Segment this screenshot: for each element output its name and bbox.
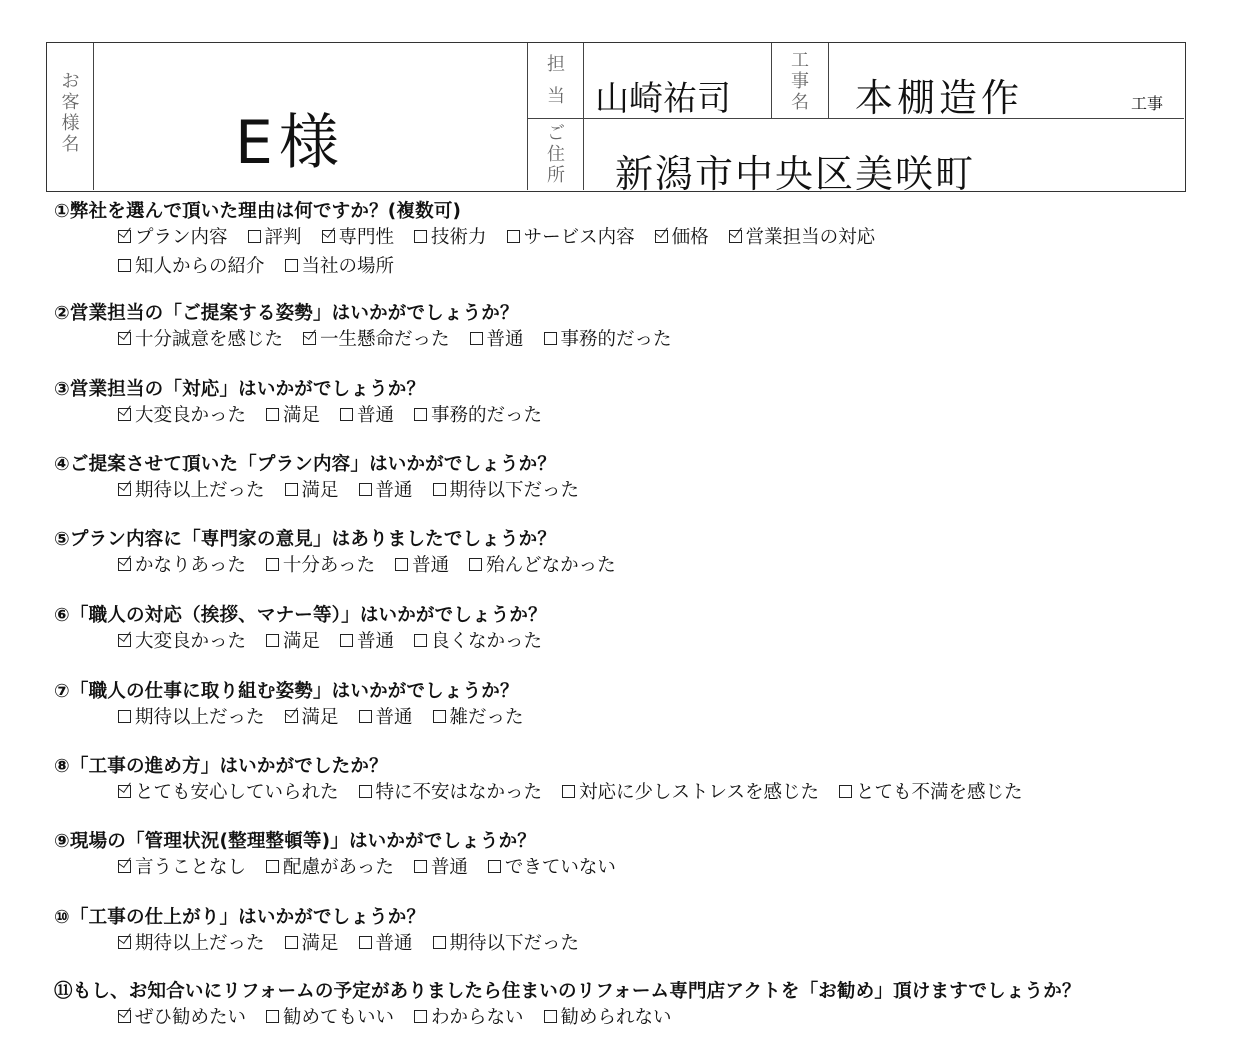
question-8: ⑧「工事の進め方」はいかがでしたか？ [54,756,388,777]
checkbox[interactable] [340,634,353,647]
checkbox[interactable] [285,259,298,272]
label-char: 当 [547,86,565,107]
option[interactable] [729,223,876,249]
option-label: 普通 [486,329,524,350]
option-label: 専門性 [338,227,395,248]
checkbox[interactable] [285,483,298,496]
checked-checkbox[interactable] [285,710,298,723]
checked-checkbox[interactable] [729,230,742,243]
checkbox[interactable] [266,1010,279,1023]
option[interactable] [340,401,394,427]
label-char: 様 [61,113,80,134]
option[interactable] [118,551,246,577]
option-label: 対応に少しストレスを感じた [579,782,819,803]
checkbox[interactable] [266,558,279,571]
question-10: ⑩「工事の仕上がり」はいかがでしょうか？ [54,907,426,928]
checkbox[interactable] [433,936,446,949]
option[interactable] [544,325,672,351]
option-label: 十分誠意を感じた [135,329,284,350]
option[interactable] [322,223,395,249]
option[interactable] [488,853,616,879]
checkbox[interactable] [340,408,353,421]
checkbox[interactable] [414,860,427,873]
option[interactable] [285,476,339,502]
option-label: 殆んどなかった [486,555,616,576]
option-label: 普通 [375,480,413,501]
option[interactable] [655,223,709,249]
option[interactable] [266,551,375,577]
option[interactable] [414,1003,524,1029]
checkbox[interactable] [266,860,279,873]
label-char: お [61,71,80,92]
question-3: ③営業担当の「対応」はいかがでしょうか？ [54,379,426,400]
option-label: 期待以上だった [135,933,265,954]
checkbox[interactable] [266,634,279,647]
question-11: ⑪もし、お知合いにリフォームの予定がありましたら住まいのリフォーム専門店アクトを「お勧め」頂けますでしょうか？ [54,981,1081,1002]
option[interactable] [433,476,580,502]
options-row [118,627,562,653]
option[interactable] [118,778,339,804]
option-label: 一生懸命だった [320,329,450,350]
options-row [118,325,692,351]
option-label: 満足 [301,707,339,728]
question-9: ⑨現場の「管理状況(整理整頓等)」はいかがでしょうか？ [54,831,536,852]
option-label: 満足 [301,933,339,954]
option-label: とても安心していられた [135,782,339,803]
option[interactable] [507,223,635,249]
checkbox[interactable] [507,230,520,243]
option[interactable] [118,853,246,879]
options-row [118,853,636,879]
option[interactable] [118,627,246,653]
checked-checkbox[interactable] [655,230,668,243]
label-char: 客 [61,92,80,113]
address-label [528,121,584,187]
checkbox[interactable] [118,710,131,723]
checked-checkbox[interactable] [118,408,131,421]
option[interactable] [285,703,339,729]
option[interactable] [359,929,413,955]
option-label: サービス内容 [523,227,635,248]
option-label: わからない [431,1007,524,1028]
options-row [118,401,562,427]
checkbox[interactable] [470,332,483,345]
options-row [118,223,895,249]
option-label: とても不満を感じた [855,782,1023,803]
checkbox[interactable] [414,408,427,421]
option[interactable] [562,778,819,804]
question-1: ①弊社を選んで頂いた理由は何ですか？(複数可) [54,201,462,222]
option[interactable] [266,401,320,427]
checkbox[interactable] [433,483,446,496]
option[interactable] [839,778,1023,804]
option[interactable] [433,929,580,955]
checkbox[interactable] [488,860,501,873]
question-6: ⑥「職人の対応（挨拶、マナー等）」はいかがでしょうか？ [54,605,547,626]
option[interactable] [118,223,228,249]
option[interactable] [359,703,413,729]
option-label: 評判 [264,227,302,248]
option-label: 満足 [283,405,321,426]
label-char: 住 [547,143,565,165]
option[interactable] [118,476,265,502]
option-label: 知人からの紹介 [135,256,265,277]
checkbox[interactable] [562,785,575,798]
checkbox[interactable] [248,230,261,243]
option[interactable] [395,551,449,577]
checked-checkbox[interactable] [118,483,131,496]
checkbox[interactable] [414,230,427,243]
tanto-label [528,49,584,113]
option[interactable] [359,476,413,502]
option[interactable] [359,778,543,804]
option-label: 特に不安はなかった [375,782,543,803]
option-label: 期待以上だった [135,707,265,728]
option-label: 事務的だった [431,405,543,426]
label-char: 名 [791,91,809,113]
koji-label [771,49,829,113]
option-label: 勧めてもいい [283,1007,395,1028]
checkbox[interactable] [414,1010,427,1023]
checkbox[interactable] [414,634,427,647]
option-label: 普通 [357,631,395,652]
customer-name: E様 [235,108,345,178]
option[interactable] [118,703,265,729]
option-label: 満足 [301,480,339,501]
option[interactable] [118,252,265,278]
options-row [118,703,544,729]
question-7: ⑦「職人の仕事に取り組む姿勢」はいかがでしょうか？ [54,681,519,702]
question-4: ④ご提案させて頂いた「プラン内容」はいかがでしょうか？ [54,454,557,475]
checkbox[interactable] [839,785,852,798]
option[interactable] [414,627,542,653]
options-row [118,551,636,577]
options-row [118,929,599,955]
options-row [118,1003,692,1029]
checkbox[interactable] [469,558,482,571]
option[interactable] [414,401,542,427]
option-label: かなりあった [135,555,246,576]
tanto-row-bottom [584,118,1184,119]
option[interactable] [266,853,394,879]
koji-suffix: 工事 [1131,94,1164,113]
options-row [118,778,1043,804]
label-char: 事 [791,70,809,92]
option[interactable] [266,627,320,653]
option[interactable] [248,223,302,249]
label-char: 担 [547,54,565,75]
option[interactable] [118,929,265,955]
address-value: 新潟市中央区美咲町 [615,152,976,196]
option[interactable] [118,401,246,427]
options-row [118,252,414,278]
checkbox[interactable] [359,710,372,723]
option-label: 普通 [412,555,450,576]
koji-value: 本棚造作 [855,76,1024,120]
checked-checkbox[interactable] [118,936,131,949]
option-label: 雑だった [449,707,524,728]
option-label: 普通 [357,405,395,426]
checked-checkbox[interactable] [118,860,131,873]
checkbox[interactable] [544,1010,557,1023]
option-label: 期待以下だった [449,933,580,954]
checkbox[interactable] [359,936,372,949]
option-label: 普通 [375,707,413,728]
option-label: 言うことなし [135,857,247,878]
header-table [46,42,1186,196]
checkbox[interactable] [359,483,372,496]
checkbox[interactable] [118,259,131,272]
option[interactable] [303,325,450,351]
label-char: ご [547,122,565,144]
option[interactable] [544,1003,672,1029]
option[interactable] [118,1003,246,1029]
checkbox[interactable] [544,332,557,345]
option-label: 満足 [283,631,321,652]
option-label: できていない [504,857,616,878]
checkbox[interactable] [395,558,408,571]
option[interactable] [266,1003,394,1029]
checked-checkbox[interactable] [118,1010,131,1023]
checkbox[interactable] [433,710,446,723]
question-2: ②営業担当の「ご提案する姿勢」はいかがでしょうか？ [54,303,519,324]
option[interactable] [118,325,283,351]
option[interactable] [433,703,524,729]
option-label: 勧められない [560,1007,672,1028]
question-5: ⑤プラン内容に「専門家の意見」はありましたでしょうか？ [54,529,557,550]
tanto-value: 山崎祐司 [595,79,731,119]
option-label: ぜひ勧めたい [135,1007,247,1028]
option-label: 大変良かった [135,631,247,652]
checked-checkbox[interactable] [118,558,131,571]
label-char: 所 [547,164,565,186]
option-label: 大変良かった [135,405,247,426]
option-label: 当社の場所 [301,256,395,277]
options-row [118,476,599,502]
checked-checkbox[interactable] [322,230,335,243]
option[interactable] [285,252,395,278]
checkbox[interactable] [285,936,298,949]
option-label: 価格 [671,227,709,248]
label-char: 工 [791,49,809,71]
checked-checkbox[interactable] [118,785,131,798]
option[interactable] [469,551,616,577]
option[interactable] [414,853,468,879]
checked-checkbox[interactable] [303,332,316,345]
option-label: 配慮があった [283,857,394,878]
option-label: 普通 [375,933,413,954]
option-label: 期待以上だった [135,480,265,501]
checked-checkbox[interactable] [118,230,131,243]
option-label: 普通 [430,857,468,878]
customer-label [47,63,94,163]
option[interactable] [340,627,394,653]
checkbox[interactable] [359,785,372,798]
option-label: 期待以下だった [449,480,580,501]
label-char: 名 [61,134,80,155]
option-label: 十分あった [282,555,376,576]
option-label: 良くなかった [431,631,543,652]
checkbox[interactable] [266,408,279,421]
option-label: プラン内容 [135,227,228,248]
checked-checkbox[interactable] [118,634,131,647]
option[interactable] [285,929,339,955]
option[interactable] [470,325,524,351]
option-label: 事務的だった [560,329,672,350]
checked-checkbox[interactable] [118,332,131,345]
option[interactable] [414,223,487,249]
option-label: 技術力 [431,227,487,248]
option-label: 営業担当の対応 [745,227,876,248]
